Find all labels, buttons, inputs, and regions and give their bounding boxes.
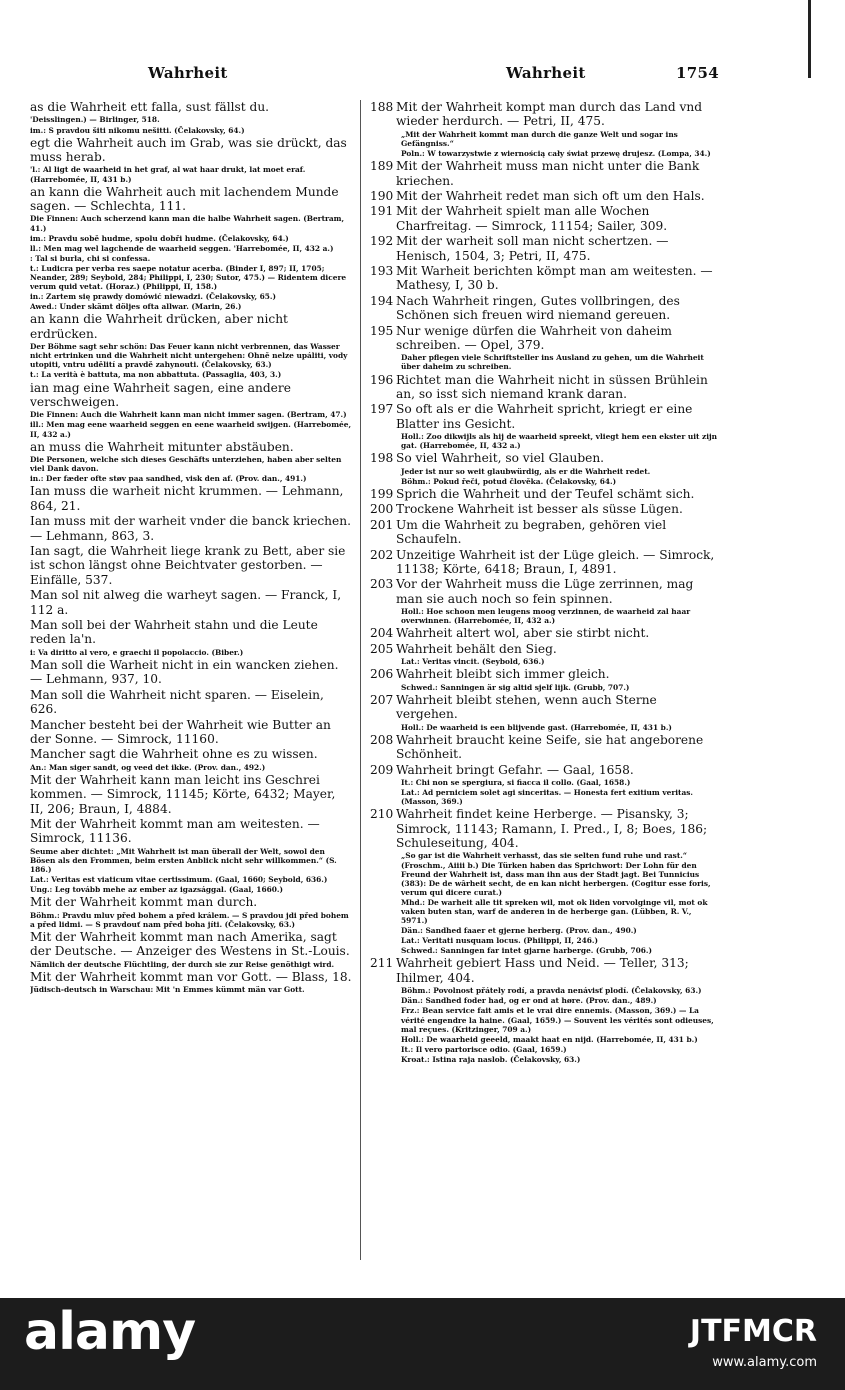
entry-number: 196 [370,372,394,387]
proverb-text: Mit der Wahrheit spielt man alle Wochen Charfreitag. — Simrock, 11154; Sailer, 309. [396,204,668,233]
proverb-text: an muss die Wahrheit mitunter abstäuben. [30,439,294,454]
note-text: Lat.: Veritati nusquam locus. (Philippi, II, 246.) [401,936,598,946]
note-text: Kroat.: Istina raja naslob. (Čelakovsky, 63.) [401,1054,581,1064]
note-text: Der Böhme sagt sehr schön: Das Feuer kann nicht verbrennen, das Wasser nicht ertrinken und die Wahrheit nicht untergehen: Ohně nelze upáliti, vody utopiti, vntru udělití a pravdě zahynouti. (Čelakovsky, 63.) [30,342,348,370]
note-text: Jeder ist nur so weit glaubwürdig, als er die Wahrheit redet. [401,466,651,476]
reference-note [370,607,718,625]
entry-number: 197 [370,402,394,417]
proverb-text: Wahrheit findet keine Herberge. — Pisansky, 3; Simrock, 11143; Ramann, I. Pred., I, 8; Boes, 186; Schuleseitung, 404. [396,807,708,851]
reference-note [30,292,352,301]
note-text: Frz.: Bean service fait amis et le vrai dire ennemis. (Masson, 369.) — La vérité engendre la haine. (Gaal, 1659.) — Souvent les vérités sont odieuses, mal reçues. (Kritzinger, 709 a.) [401,1006,714,1034]
proverb-text: Man soll die Warheit nicht in ein wancken ziehen. — Lehmann, 937, 10. [30,657,339,687]
proverb-entry [30,773,352,816]
proverb-entry [370,577,718,606]
entry-number: 211 [370,956,394,971]
note-text: Lat.: Veritas vincit. (Seybold, 636.) [401,657,545,667]
reference-note [370,936,718,945]
reference-note [370,1006,718,1033]
proverb-entry [30,688,352,717]
entry-number: 191 [370,204,394,219]
proverb-entry [30,100,352,114]
proverb-text: Unzeitige Wahrheit ist der Lüge gleich. — Simrock, 11138; Körte, 6418; Braun, I, 4891. [396,547,715,576]
proverb-text: Wahrheit gebiert Hass und Neid. — Teller, 313; Ihilmer, 404. [396,956,689,985]
note-text: Böhm.: Pokud řeči, potud člověka. (Čelakovsky, 64.) [401,476,617,486]
proverb-entry [370,763,718,777]
entry-number: 195 [370,323,394,338]
note-text: Dän.: Sandhed faaer et gjerne herberg. (Prov. dan., 490.) [401,926,637,936]
reference-note [370,996,718,1005]
proverb-text: Nur wenige dürfen die Wahrheit von daheim schreiben. — Opel, 379. [396,323,672,352]
entry-number: 207 [370,692,394,707]
proverb-entry [370,548,718,577]
note-text: im.: Pravdu sobě hudme, spolu dobři hudme. (Čelakovsky, 64.) [30,233,289,243]
note-text: Seume aber dichtet: „Mit Wahrheit ist man überall der Welt, sowol den Bösen als den Frommen, beim ersten Anblick nicht sehr willkommen.“ (S. 186.) [30,846,337,875]
running-head-left: Wahrheit [148,64,228,82]
note-text: Awed.: Under skämt döljes ofta allwar. (Marin, 26.) [30,302,242,312]
reference-note [30,648,352,657]
note-text: „So gar ist die Wahrheit verhasst, das sie selten fund ruhe und rast.“ (Froschm., Aiiii b.) Die Türken haben das Sprichwort: Der Lohn für den Freund der Wahrheit ist, dass man ihn aus der Stadt jagt. Bei Tunnicius (383): De de wârheit secht, de en kan nicht herbergen. (Cogitur esse foris, verum qui dicere curat.) [401,851,711,897]
reference-note [370,788,718,806]
entry-number: 192 [370,234,394,249]
running-head-center: Wahrheit [506,64,586,82]
column-divider [360,100,361,1260]
reference-note [30,455,352,473]
reference-note [30,234,352,243]
proverb-entry [370,807,718,850]
reference-note [370,657,718,666]
reference-note [370,1035,718,1044]
reference-note [30,474,352,483]
proverb-entry [370,667,718,681]
entry-number: 193 [370,263,394,278]
proverb-text: So oft als er die Wahrheit spricht, kriegt er eine Blatter ins Gesicht. [396,402,693,431]
reference-note [30,847,352,874]
reference-note [30,420,352,438]
watermark-image-id: JTFMCR [689,1314,817,1349]
reference-note [30,214,352,232]
proverb-entry [30,544,352,587]
proverb-text: So viel Wahrheit, so viel Glauben. [396,451,605,466]
proverb-entry [30,514,352,543]
note-text: 'Deisslingen.) — Birlinger, 518. [30,115,160,125]
entry-number: 188 [370,100,394,114]
reference-note [370,432,718,450]
proverb-text: Wahrheit behält den Sieg. [396,641,557,656]
entry-number: 190 [370,188,394,203]
entry-number: 200 [370,502,394,517]
note-text: i: Va diritto al vero, e graechi il popolaccio. (Biber.) [30,647,244,657]
note-text: Nämlich der deutsche Flüchtling, der durch sie zur Reise genöthigt wird. [30,959,335,969]
proverb-text: Mancher besteht bei der Wahrheit wie Butter an der Sonne. — Simrock, 11160. [30,717,331,746]
proverb-entry [370,693,718,722]
entry-number: 198 [370,451,394,466]
reference-note [370,353,718,371]
reference-note [30,302,352,311]
note-text: Daher pflegen viele Schriftsteller ins Ausland zu gehen, um die Wahrheit über daheim zu schreiben. [401,353,704,372]
watermark-brand: alamy [24,1302,196,1362]
proverb-text: Sprich die Wahrheit und der Teufel schämt sich. [396,486,695,501]
entry-number: 209 [370,762,394,777]
proverb-entry [370,733,718,762]
proverb-text: Wahrheit bleibt stehen, wenn auch Sterne vergehen. [396,692,657,722]
note-text: Die Finnen: Auch scherzend kann man die halbe Wahrheit sagen. (Bertram, 41.) [30,214,345,233]
reference-note [370,778,718,787]
proverb-entry [370,451,718,465]
reference-note [30,126,352,135]
proverb-text: Mit der Wahrheit redet man sich oft um den Hals. [396,188,705,203]
proverb-text: an kann die Wahrheit auch mit lachendem Munde sagen. — Schlechta, 111. [30,184,339,213]
note-text: It.: Il vero partorisce odio. (Gaal, 1659.) [401,1044,567,1054]
note-text: Holl.: Zoo dikwijls als hij de waarheid spreekt, vliegt hem een ekster uit zijn gat. (Harrebomée, II, 432 a.) [401,432,718,451]
proverb-entry [370,189,718,203]
proverb-entry [30,312,352,341]
proverb-entry [30,484,352,513]
note-text: „Mit der Wahrheit kommt man durch die ganze Welt und sogar ins Gefängniss.“ [401,129,678,148]
proverb-entry [30,136,352,165]
proverb-entry [30,747,352,761]
note-text: It.: Chi non se spergiura, si fiacca il collo. (Gaal, 1658.) [401,777,631,787]
proverb-entry [370,956,718,985]
proverb-entry [370,324,718,353]
proverb-text: Wahrheit braucht keine Seife, sie hat angeborene Schönheit. [396,732,704,762]
proverb-text: Mit der Wahrheit kann man leicht ins Geschrei kommen. — Simrock, 11145; Körte, 6432; Mayer, II, 206; Braun, I, 4884. [30,772,336,816]
reference-note [30,763,352,772]
note-text: Schwed.: Sanningen far intet gjarne harberge. (Grubb, 706.) [401,946,652,956]
proverb-text: Wahrheit bleibt sich immer gleich. [396,667,610,682]
proverb-text: ian mag eine Wahrheit sagen, eine andere verschweigen. [30,380,291,409]
proverb-entry [370,487,718,501]
proverb-text: Ian muss die warheit nicht krummen. — Lehmann, 864, 21. [30,484,344,513]
entry-number: 202 [370,547,394,562]
proverb-text: Man soll die Wahrheit nicht sparen. — Eiselein, 626. [30,687,324,717]
note-text: Ung.: Leg tovább mehe az ember az igazsággal. (Gaal, 1660.) [30,885,283,895]
note-text: im.: S pravdou šiti nikomu nešitti. (Čelakovsky, 64.) [30,125,245,135]
entry-number: 206 [370,667,394,682]
proverb-entry [30,817,352,846]
left-column [30,100,352,1260]
proverb-text: Trockene Wahrheit ist besser als süsse Lügen. [396,502,683,517]
reference-note [30,254,352,263]
note-text: An.: Man siger sandt, og veed det ikke. (Prov. dan., 492.) [30,762,266,772]
proverb-text: Ian sagt, die Wahrheit liege krank zu Bett, aber sie ist schon längst ohne Beichtvater gestorben. — Einfälle, 537. [30,543,346,587]
reference-note [30,410,352,419]
proverb-text: Mit der Wahrheit kommt man nach Amerika, sagt der Deutsche. — Anzeiger des Westens in St.-Louis. [30,929,350,959]
reference-note [30,342,352,369]
note-text: ill.: Men mag eene waarheid seggen en eene waarheid swijgen. (Harrebomée, II, 432 a.) [30,420,352,439]
right-column [370,100,718,1260]
reference-note [30,264,352,291]
proverb-text: egt die Wahrheit auch im Grab, was sie drückt, das muss herab. [30,135,347,164]
reference-note [30,985,352,994]
proverb-entry [370,234,718,263]
note-text: Die Finnen: Auch die Wahrheit kann man nicht immer sagen. (Bertram, 47.) [30,410,347,420]
proverb-entry [370,402,718,431]
proverb-entry [30,185,352,214]
proverb-entry [370,373,718,402]
entry-number: 205 [370,641,394,656]
reference-note [370,477,718,486]
reference-note [370,986,718,995]
proverb-text: Nach Wahrheit ringen, Gutes vollbringen, des Schönen sich freuen wird niemand gereuen. [396,293,680,323]
proverb-entry [30,381,352,410]
reference-note [30,885,352,894]
note-text: 'l.: Al ligt de waarheid in het graf, al wat haar drukt, lat moet eraf. (Harrebomée, II, 431 b.) [30,165,306,184]
proverb-text: Mit Warheit berichten kömpt man am weitesten. — Mathesy, I, 30 b. [396,263,713,293]
proverb-text: Mit der Wahrheit kompt man durch das Land vnd wieder herdurch. — Petri, II, 475. [396,100,703,129]
note-text: Jüdisch-deutsch in Warschau: Mit 'n Emmes kümmt män var Gott. [30,985,305,995]
entry-number: 208 [370,732,394,747]
proverb-text: Mit der warheit soll man nicht schertzen. — Henisch, 1504, 3; Petri, II, 475. [396,234,669,263]
proverb-text: Um die Wahrheit zu begraben, gehören viel Schaufeln. [396,517,667,547]
proverb-entry [30,930,352,959]
note-text: Dän.: Sandhed foder had, og er ond at høre. (Prov. dan., 489.) [401,996,657,1006]
proverb-text: Wahrheit altert wol, aber sie stirbt nicht. [396,626,650,641]
reference-note [370,130,718,148]
note-text: Holl.: Hoe schoon men leugens moog verzinnen, de waarheid zal haar overwinnen. (Harrebomée, II, 432 a.) [401,607,691,626]
note-text: Poln.: W towarzystwie z wiernością cały świat przewę drujesz. (Lompa, 34.) [401,149,711,158]
proverb-text: Man soll bei der Wahrheit stahn und die Leute reden la'n. [30,617,318,647]
proverb-text: Richtet man die Wahrheit nicht in süssen Brühlein an, so isst sich niemand krank daran. [396,372,708,401]
proverb-text: Mit der Wahrheit kommt man am weitesten. — Simrock, 11136. [30,817,320,846]
reference-note [30,911,352,929]
proverb-entry [30,618,352,647]
entry-number: 203 [370,577,394,592]
proverb-entry [30,970,352,984]
note-text: t.: Ludicra per verba res saepe notatur acerba. (Binder I, 897; II, 1705; Neander, 289; Seybold, 284; Philippi, I, 230; Sutor, 475.) — Ridentem dicere verum quid vetat. (Horaz.) (Philippi, II, 158.) [30,263,347,292]
proverb-entry [30,895,352,909]
entry-number: 204 [370,626,394,641]
reference-note [370,851,718,896]
reference-note [370,1045,718,1054]
reference-note [370,898,718,925]
proverb-entry [370,518,718,547]
reference-note [30,370,352,379]
note-text: Holl.: De waarheid is een blijvende gast. (Harrebomée, II, 431 b.) [401,722,672,732]
note-text: Holl.: De waarheid geeeld, maakt haat en nijd. (Harrebomée, II, 431 b.) [401,1034,698,1044]
proverb-entry [370,264,718,293]
note-text: t.: La verità è battuta, ma non abbattuta. (Passaglia, 403, 3.) [30,370,282,380]
reference-note [370,946,718,955]
proverb-entry [30,588,352,617]
reference-note [370,467,718,476]
note-text: in.: Zartem się prawdy domówić niewadzi. (Čelakovsky, 65.) [30,292,276,302]
note-text: : Tal si burla, chi si confessa. [30,253,151,263]
note-text: Böhm.: Pravdu mluv před bohem a před králem. — S pravdou jdi před bohem a před lidmi. — S pravdouť nam před boha jíti. (Čelakovsky, 63.) [30,910,349,929]
reference-note [30,875,352,884]
reference-note [370,683,718,692]
note-text: ll.: Men mag wel lagchende de waarheid seggen. 'Harrebomée, II, 432 a.) [30,243,334,253]
proverb-text: an kann die Wahrheit drücken, aber nicht erdrücken. [30,312,288,341]
note-text: Mhd.: De warheit alle tit spreken wil, mot ok liden vorvolginge vil, mot ok vaken buten stan, warf de anderen in de herberge gan. (Lübben, R. V., 5971.) [401,897,708,926]
proverb-text: Mit der Wahrheit kommt man vor Gott. — Blass, 18. [30,969,352,984]
page-number: 1754 [676,64,719,82]
entry-number: 210 [370,807,394,822]
reference-note [370,1055,718,1064]
proverb-entry [370,642,718,656]
proverb-entry [370,626,718,640]
reference-note [30,115,352,124]
proverb-text: Vor der Wahrheit muss die Lüge zerrinnen, mag man sie auch noch so fein spinnen. [396,577,694,606]
proverb-text: Wahrheit bringt Gefahr. — Gaal, 1658. [396,762,634,777]
proverb-text: Mit der Wahrheit kommt man durch. [30,895,258,910]
reference-note [370,926,718,935]
proverb-entry [370,294,718,323]
note-text: Böhm.: Povolnost přátely rodí, a pravda nenávisť plodí. (Čelakovsky, 63.) [401,986,702,996]
proverb-entry [30,718,352,747]
entry-number: 189 [370,159,394,174]
proverb-text: Mancher sagt die Wahrheit ohne es zu wissen. [30,747,318,762]
entry-number: 199 [370,486,394,501]
proverb-entry [370,159,718,188]
proverb-text: Ian muss mit der warheit vnder die banck kriechen. — Lehmann, 863, 3. [30,514,351,543]
note-text: Schwed.: Sanningen är sig altid sjelf lijk. (Grubb, 707.) [401,682,630,692]
reference-note [30,960,352,969]
note-text: Lat.: Veritas est viaticum vitae certissimum. (Gaal, 1660; Seybold, 636.) [30,875,328,885]
margin-rule [808,0,811,78]
proverb-entry [30,440,352,454]
note-text: Die Personen, welche sich dieses Geschäfts unterziehen, haben aber selten viel Dank davon. [30,455,342,474]
proverb-entry [370,502,718,516]
proverb-entry [370,204,718,233]
reference-note [30,244,352,253]
entry-number: 194 [370,293,394,308]
proverb-text: as die Wahrheit ett falla, sust fällst du. [30,100,270,114]
note-text: Lat.: Ad perniciem solet agi sinceritas. — Honesta fert exitium veritas. (Masson, 369.) [401,788,693,807]
reference-note [370,723,718,732]
entry-number: 201 [370,517,394,532]
proverb-entry [30,658,352,687]
reference-note [30,165,352,183]
reference-note [370,149,718,158]
note-text: in.: Der fæder ofte støv paa sandhed, visk den af. (Prov. dan., 491.) [30,474,307,484]
proverb-text: Man sol nit alweg die warheyt sagen. — Franck, I, 112 a. [30,588,342,617]
proverb-text: Mit der Wahrheit muss man nicht unter die Bank kriechen. [396,159,700,188]
watermark-url: www.alamy.com [712,1355,817,1370]
proverb-entry [370,100,718,129]
